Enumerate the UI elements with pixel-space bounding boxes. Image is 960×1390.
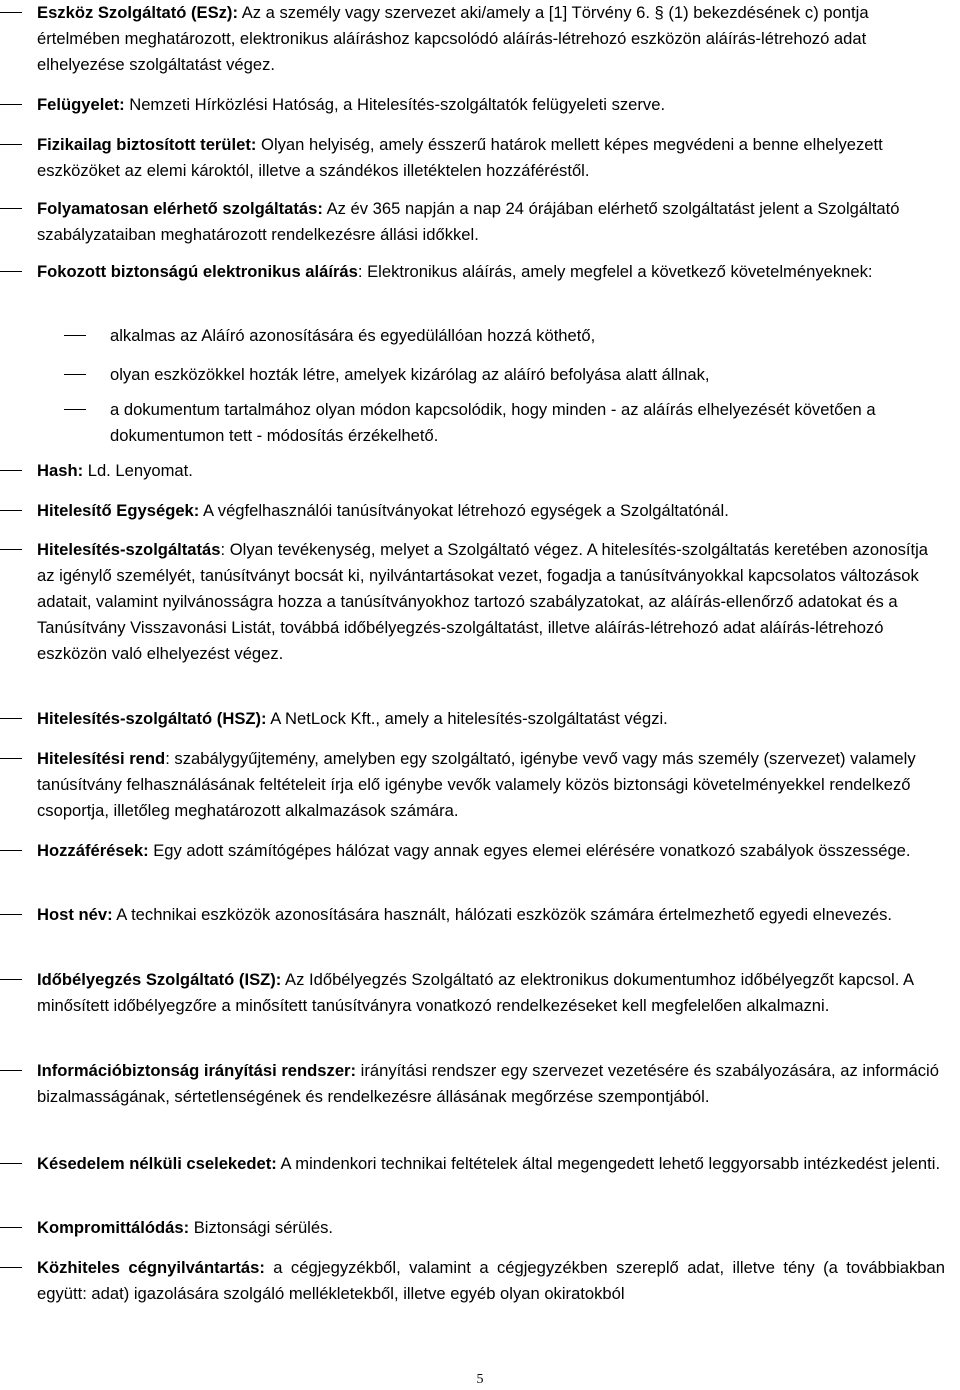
definition: : Olyan tevékenység, melyet a Szolgáltató végez. A hitelesítés-szolgáltatás keretében azonosítja az igénylő személyét, tanúsítványt bocsát ki, nyilvántartásokat vezet, fogadja a tanúsítványokkal kapcsolatos változások adatait, valamint nyilvánosságra hozza a tanúsítványokhoz tartozó szabályzatokat, az aláírás-ellenőrző adatokat és a Tanúsítvány Visszavonási Listát, továbbá időbélyegzés-szolgáltatást, illetve aláírás-létrehozó adat aláírás-létrehozó eszközön való elhelyezést végez. [37,540,929,663]
list-item [37,458,945,484]
definition: : szabálygyűjtemény, amelyben egy szolgáltató, igénybe vevő vagy más személy (szervezet) valamely tanúsítvány felhasználásának feltételeit írja elő igénybe vevők valamely közös biztonsági követelményekkel rendelkező csoportja, illetőleg meghatározott alkalmazások számára. [37,749,916,820]
definition: Nemzeti Hírközlési Hatóság, a Hitelesítés-szolgáltatók felügyeleti szerve. [124,95,666,114]
list-item [37,1215,945,1241]
term: Hitelesítés-szolgáltató (HSZ): [37,709,267,728]
dash-bullet [64,335,86,336]
dash-bullet [0,470,22,471]
term: Eszköz Szolgáltató (ESz): [37,3,238,22]
term: Információbiztonság irányítási rendszer: [37,1061,357,1080]
term: Hitelesítés-szolgáltatás [37,540,221,559]
definition: Az év 365 napján a nap 24 órájában elérhető szolgáltatást jelent a Szolgáltató szabályzataiban meghatározott rendelkezésre állási időkkel. [37,199,900,244]
dash-bullet [0,549,22,550]
term: Fizikailag biztosított terület: [37,135,257,154]
dash-bullet [0,850,22,851]
dash-bullet [0,1227,22,1228]
term: Időbélyegzés Szolgáltató (ISZ): [37,970,282,989]
definition: A NetLock Kft., amely a hitelesítés-szolgáltatást végzi. [266,709,668,728]
dash-bullet [0,758,22,759]
term: Közhiteles cégnyilvántartás: [37,1258,265,1277]
definition: : Elektronikus aláírás, amely megfelel a következő követelményeknek: [357,262,873,281]
dash-bullet [0,271,22,272]
list-item [37,746,945,824]
term: Hitelesítési rend [37,749,166,768]
definition: A végfelhasználói tanúsítványokat létrehozó egységek a Szolgáltatónál. [199,501,729,520]
definition: Ld. Lenyomat. [83,461,193,480]
list-item [37,196,945,248]
definition: A mindenkori technikai feltételek által megengedett lehető leggyorsabb intézkedést jelenti. [276,1154,941,1173]
term: Folyamatosan elérhető szolgáltatás: [37,199,323,218]
dash-bullet [0,914,22,915]
list-item [37,1255,945,1307]
term: Hash: [37,461,84,480]
sub-list-item [110,323,945,349]
term: Kompromittálódás: [37,1218,190,1237]
term: Fokozott biztonságú elektronikus aláírás [37,262,358,281]
term: Host név: [37,905,113,924]
definition: Egy adott számítógépes hálózat vagy annak egyes elemei elérésére vonatkozó szabályok összessége. [148,841,911,860]
definition: Olyan helyiség, amely ésszerű határok mellett képes megvédeni a benne elhelyezett eszközöket az elemi károktól, illetve a szándékos illetéktelen hozzáféréstől. [37,135,883,180]
term: Késedelem nélküli cselekedet: [37,1154,277,1173]
term: Hitelesítő Egységek: [37,501,200,520]
list-item [37,967,945,1019]
list-item [37,259,945,285]
dash-bullet [0,144,22,145]
list-item [37,838,945,864]
dash-bullet [0,208,22,209]
sub-list-item [110,397,945,449]
list-item [37,1151,945,1177]
term: Felügyelet: [37,95,125,114]
list-item [37,706,945,732]
dash-bullet [0,1070,22,1071]
sub-text: a dokumentum tartalmához olyan módon kapcsolódik, hogy minden - az aláírás elhelyezését követően a dokumentumon tett - módosítás érzékelhető. [110,400,876,445]
dash-bullet [0,510,22,511]
dash-bullet [64,374,86,375]
dash-bullet [64,409,86,410]
dash-bullet [0,12,22,13]
sub-text: olyan eszközökkel hozták létre, amelyek kizárólag az aláíró befolyása alatt állnak, [110,365,710,384]
page-number: 5 [476,1372,484,1387]
dash-bullet [0,718,22,719]
list-item [37,1058,945,1110]
definition: Biztonsági sérülés. [189,1218,334,1237]
list-item [37,537,945,667]
list-item [37,498,945,524]
definition: A technikai eszközök azonosítására használt, hálózati eszközök számára értelmezhető egyedi elnevezés. [112,905,893,924]
term: Hozzáférések: [37,841,149,860]
dash-bullet [0,1163,22,1164]
sub-text: alkalmas az Aláíró azonosítására és egyedülállóan hozzá köthető, [110,326,596,345]
definition: a cégjegyzékből, valamint a cégjegyzékben szereplő adat, illetve tény (a továbbiakban együtt: adat) igazolására szolgáló mellékletekből, illetve egyéb olyan okiratokból [37,1258,945,1303]
definition: irányítási rendszer egy szervezet vezetésére és szabályozására, az információ bizalmasságának, sértetlenségének és rendelkezésre állásának megőrzése szempontjából. [37,1061,939,1106]
dash-bullet [0,979,22,980]
list-item [37,92,945,118]
definition: Az a személy vagy szervezet aki/amely a [1] Törvény 6. § (1) bekezdésének c) pontja értelmében meghatározott, elektronikus aláíráshoz kapcsolódó aláírás-létrehozó eszközön aláírás-létrehozó adat elhelyezése szolgáltatást végez. [37,3,869,74]
list-item [37,132,945,184]
definition: Az Időbélyegzés Szolgáltató az elektronikus dokumentumhoz időbélyegzőt kapcsol. A minősített időbélyegzőre a minősített tanúsítványra vonatkozó rendelkezéseket kell megfelelően alkalmazni. [37,970,914,1015]
list-item [37,902,945,928]
list-item [37,0,945,78]
sub-list-item [110,362,945,388]
dash-bullet [0,104,22,105]
dash-bullet [0,1267,22,1268]
